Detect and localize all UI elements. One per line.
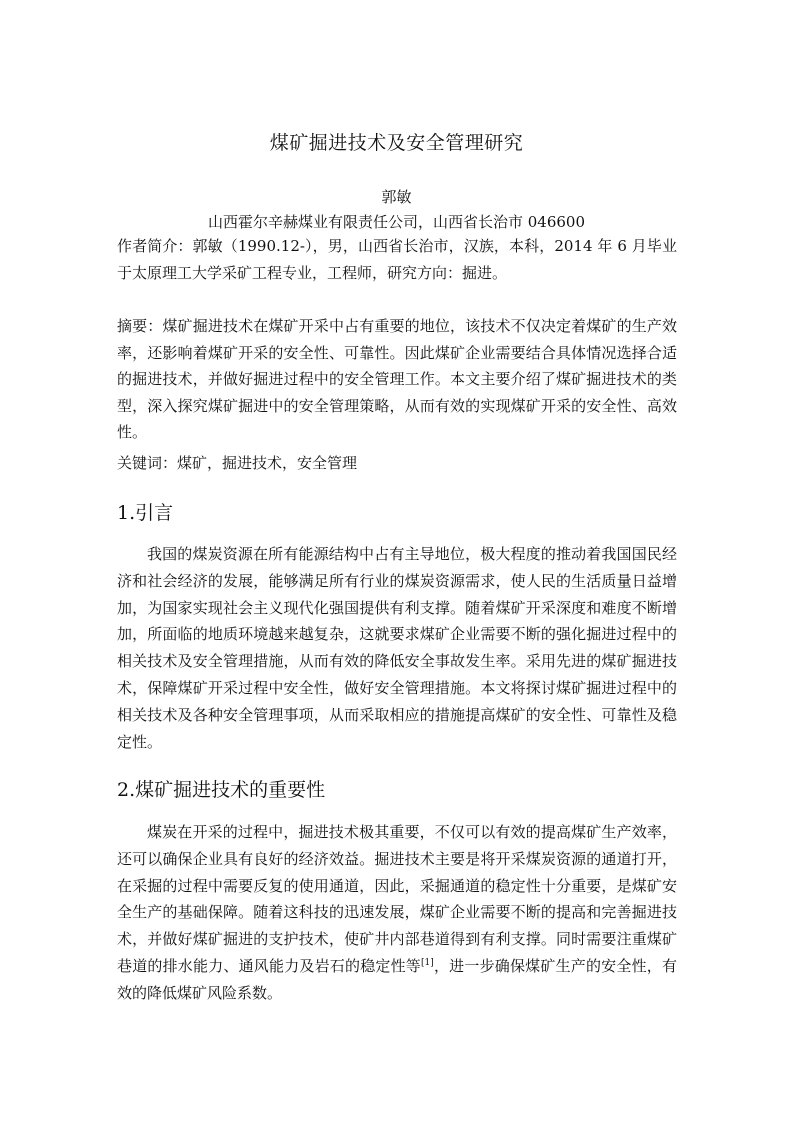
reference-marker: [1] — [421, 957, 434, 968]
importance-text-part1: 煤炭在开采的过程中，掘进技术极其重要，不仅可以有效的提高煤矿生产效率，还可以确保企业具有良好的经济效益。掘进技术主要是将开采煤炭资源的通道打开，在采掘的过程中需要反复的使用通道，因此，采掘通道的稳定性十分重要，是煤矿安全生产的基础保障。随着这科技的迅速发展，煤矿企业需要不断的提高和完善掘进技术，并做好煤矿掘进的支护技术，使矿井内部巷道得到有利支撑。同时需要注重煤矿巷道的排水能力、通风能力及岩石的稳定性等 — [117, 823, 677, 975]
author-bio: 作者简介：郭敏（1990.12-），男，山西省长治市，汉族，本科，2014 年 6 月毕业于太原理工大学采矿工程专业，工程师，研究方向：掘进。 — [117, 237, 677, 282]
paper-title: 煤矿掘进技术及安全管理研究 — [269, 132, 524, 154]
importance-paragraph — [117, 819, 677, 1007]
section-heading-intro: 1.引言 — [117, 502, 174, 524]
intro-paragraph: 我国的煤炭资源在所有能源结构中占有主导地位，极大程度的推动着我国国民经济和社会经济的发展，能够满足所有行业的煤炭资源需求，使人民的生活质量日益增加，为国家实现社会主义现代化强国提供有利支撑。随着煤矿开采深度和难度不断增加，所面临的地质环境越来越复杂，这就要求煤矿企业需要不断的强化掘进过程中的相关技术及安全管理措施，从而有效的降低安全事故发生率。采用先进的煤矿掘进技术，保障煤矿开采过程中安全性，做好安全管理措施。本文将探讨煤矿掘进过程中的相关技术及各种安全管理事项，从而采取相应的措施提高煤矿的安全性、可靠性及稳定性。 — [117, 545, 677, 751]
author-affiliation: 山西霍尔辛赫煤业有限责任公司，山西省长治市 046600 — [207, 213, 586, 231]
keywords: 关键词：煤矿，掘进技术，安全管理 — [117, 454, 358, 472]
author-name: 郭敏 — [381, 188, 412, 206]
abstract: 摘要：煤矿掘进技术在煤矿开采中占有重要的地位，该技术不仅决定着煤矿的生产效率，还影响着煤矿开采的安全性、可靠性。因此煤矿企业需要结合具体情况选择合适的掘进技术，并做好掘进过程中的安全管理工作。本文主要介绍了煤矿掘进技术的类型，深入探究煤矿掘进中的安全管理策略，从而有效的实现煤矿开采的安全性、高效性。 — [117, 317, 677, 441]
importance-text-part2: ，进一步确保煤矿生产的安全性，有效的降低煤矿风险系数。 — [117, 956, 677, 1002]
section-heading-importance: 2.煤矿掘进技术的重要性 — [117, 779, 326, 801]
